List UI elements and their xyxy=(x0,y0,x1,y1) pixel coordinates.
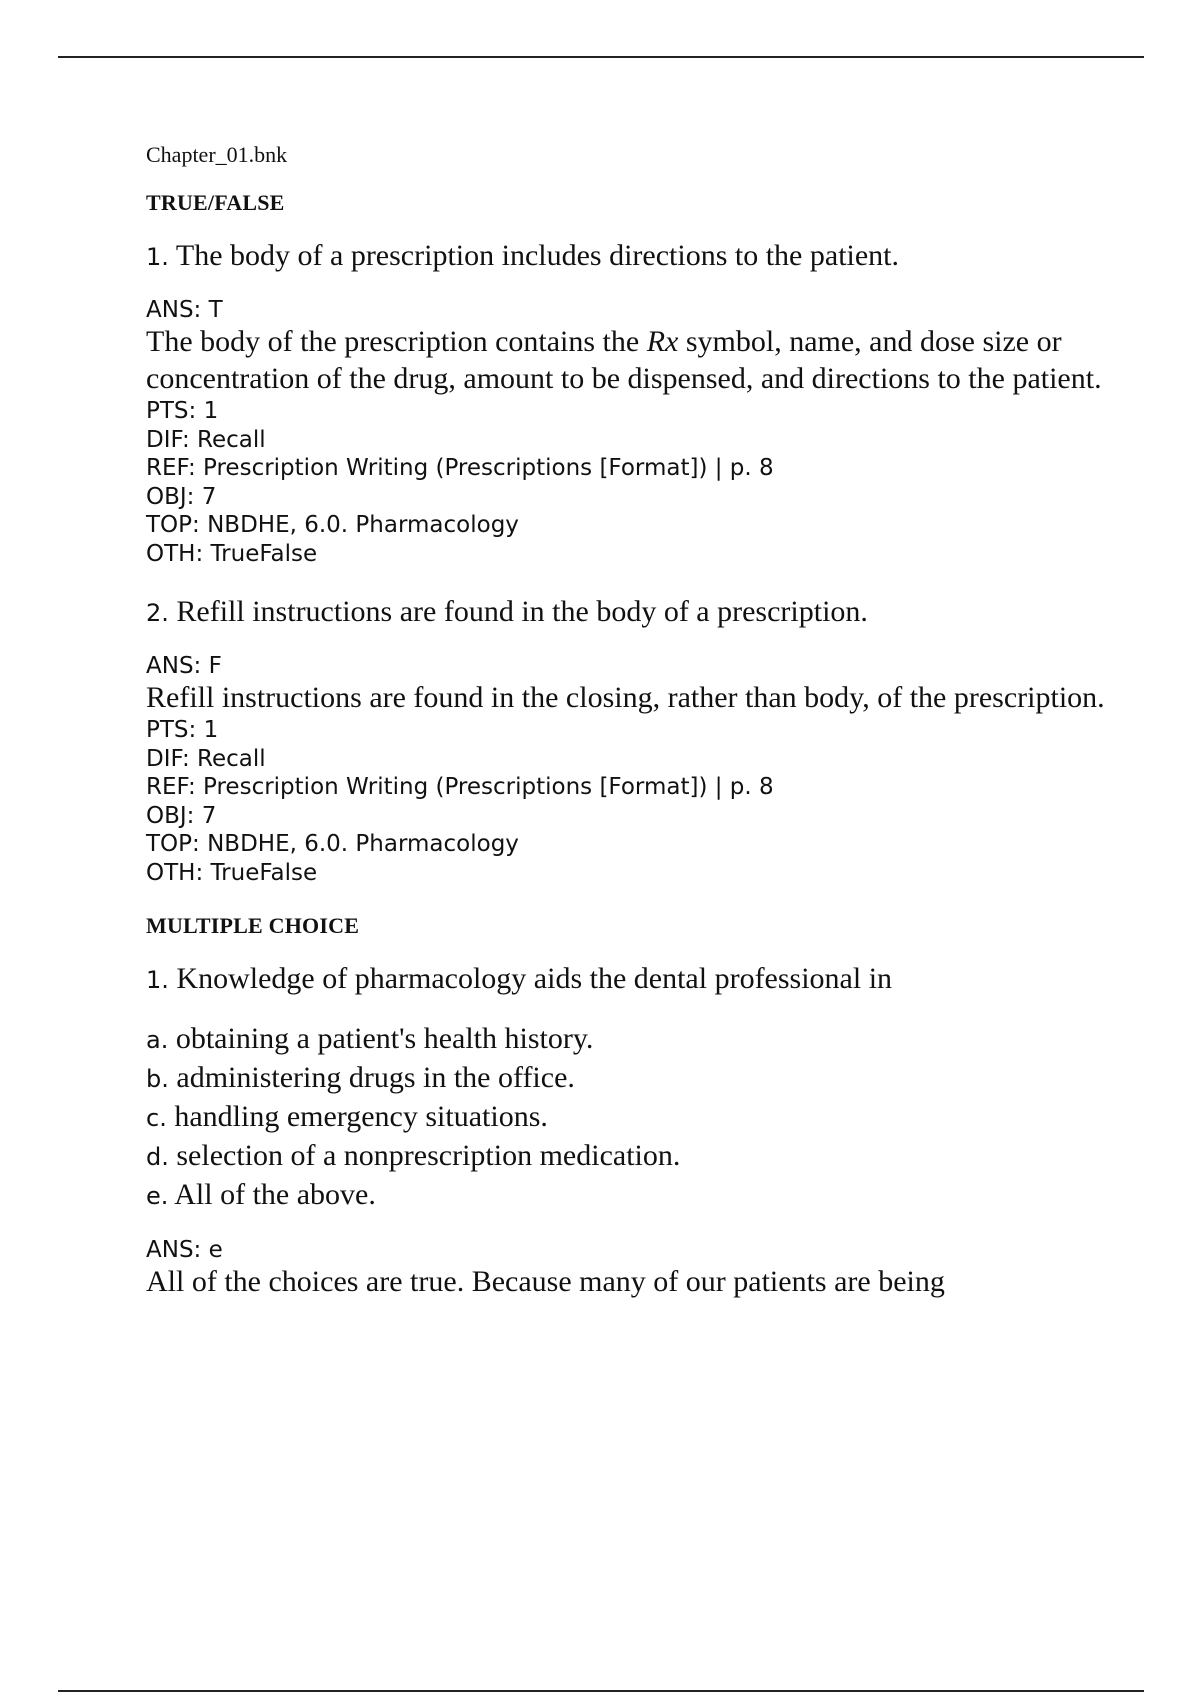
option-letter: c. xyxy=(146,1104,167,1132)
option-letter: a. xyxy=(146,1026,169,1054)
answer-rationale xyxy=(146,323,1146,397)
question-text: Refill instructions are found in the body of a prescription. xyxy=(176,595,868,628)
option-a xyxy=(146,1020,1146,1059)
page-content xyxy=(146,142,1146,1318)
question-number: 1. xyxy=(146,966,169,994)
question-stem xyxy=(146,961,1146,998)
answer-options xyxy=(146,1020,1146,1215)
option-c xyxy=(146,1098,1146,1137)
rationale-text: The body of the prescription contains the xyxy=(146,325,647,358)
meta-dif: DIF: Recall xyxy=(146,426,266,453)
answer-rationale: All of the choices are true. Because many of our patients are being xyxy=(146,1265,945,1298)
meta-pts: PTS: 1 xyxy=(146,398,219,424)
question-text: Knowledge of pharmacology aids the dental professional in xyxy=(176,962,893,995)
option-text: All of the above. xyxy=(174,1178,376,1211)
meta-oth: OTH: TrueFalse xyxy=(146,540,318,567)
answer-key: ANS: T xyxy=(146,297,223,323)
option-letter: d. xyxy=(146,1143,169,1171)
bottom-rule xyxy=(58,1690,1144,1692)
question-number: 2. xyxy=(146,599,169,627)
section-heading-true-false: TRUE/FALSE xyxy=(146,190,285,215)
file-name: Chapter_01.bnk xyxy=(146,142,288,167)
answer-key: ANS: F xyxy=(146,653,222,679)
meta-obj: OBJ: 7 xyxy=(146,483,217,510)
question-stem xyxy=(146,238,1146,275)
option-b xyxy=(146,1059,1146,1098)
question-number: 1. xyxy=(146,243,169,271)
rationale-text: symbol, name, and dose size or concentration of the drug, amount to be dispensed, and directions to the patient. xyxy=(146,325,1102,395)
option-text: handling emergency situations. xyxy=(174,1100,548,1133)
option-d xyxy=(146,1137,1146,1176)
meta-ref: REF: Prescription Writing (Prescriptions [Format]) | p. 8 xyxy=(146,455,774,481)
meta-top: TOP: NBDHE, 6.0. Pharmacology xyxy=(146,512,519,538)
multiple-choice-section xyxy=(146,913,1146,1300)
option-letter: b. xyxy=(146,1065,169,1093)
tf-question-1 xyxy=(146,238,1146,568)
question-text: The body of a prescription includes directions to the patient. xyxy=(175,239,900,272)
top-rule xyxy=(58,56,1144,58)
meta-oth: OTH: TrueFalse xyxy=(146,859,318,886)
meta-obj: OBJ: 7 xyxy=(146,802,217,829)
meta-ref: REF: Prescription Writing (Prescriptions [Format]) | p. 8 xyxy=(146,774,774,800)
answer-rationale: Refill instructions are found in the closing, rather than body, of the prescription. xyxy=(146,681,1105,714)
answer-key: ANS: e xyxy=(146,1237,223,1263)
question-stem xyxy=(146,594,1146,631)
meta-dif: DIF: Recall xyxy=(146,745,266,772)
option-e xyxy=(146,1176,1146,1215)
option-text: obtaining a patient's health history. xyxy=(175,1022,594,1055)
tf-question-2 xyxy=(146,594,1146,887)
section-heading-multiple-choice: MULTIPLE CHOICE xyxy=(146,913,360,938)
option-text: selection of a nonprescription medication. xyxy=(176,1139,681,1172)
mc-question-1 xyxy=(146,961,1146,1300)
option-letter: e. xyxy=(146,1182,169,1210)
true-false-section xyxy=(146,190,1146,887)
option-text: administering drugs in the office. xyxy=(176,1061,575,1094)
rx-symbol-text: Rx xyxy=(646,325,679,358)
meta-pts: PTS: 1 xyxy=(146,717,219,743)
question-metadata xyxy=(146,397,1146,568)
question-metadata xyxy=(146,716,1146,887)
meta-top: TOP: NBDHE, 6.0. Pharmacology xyxy=(146,831,519,857)
